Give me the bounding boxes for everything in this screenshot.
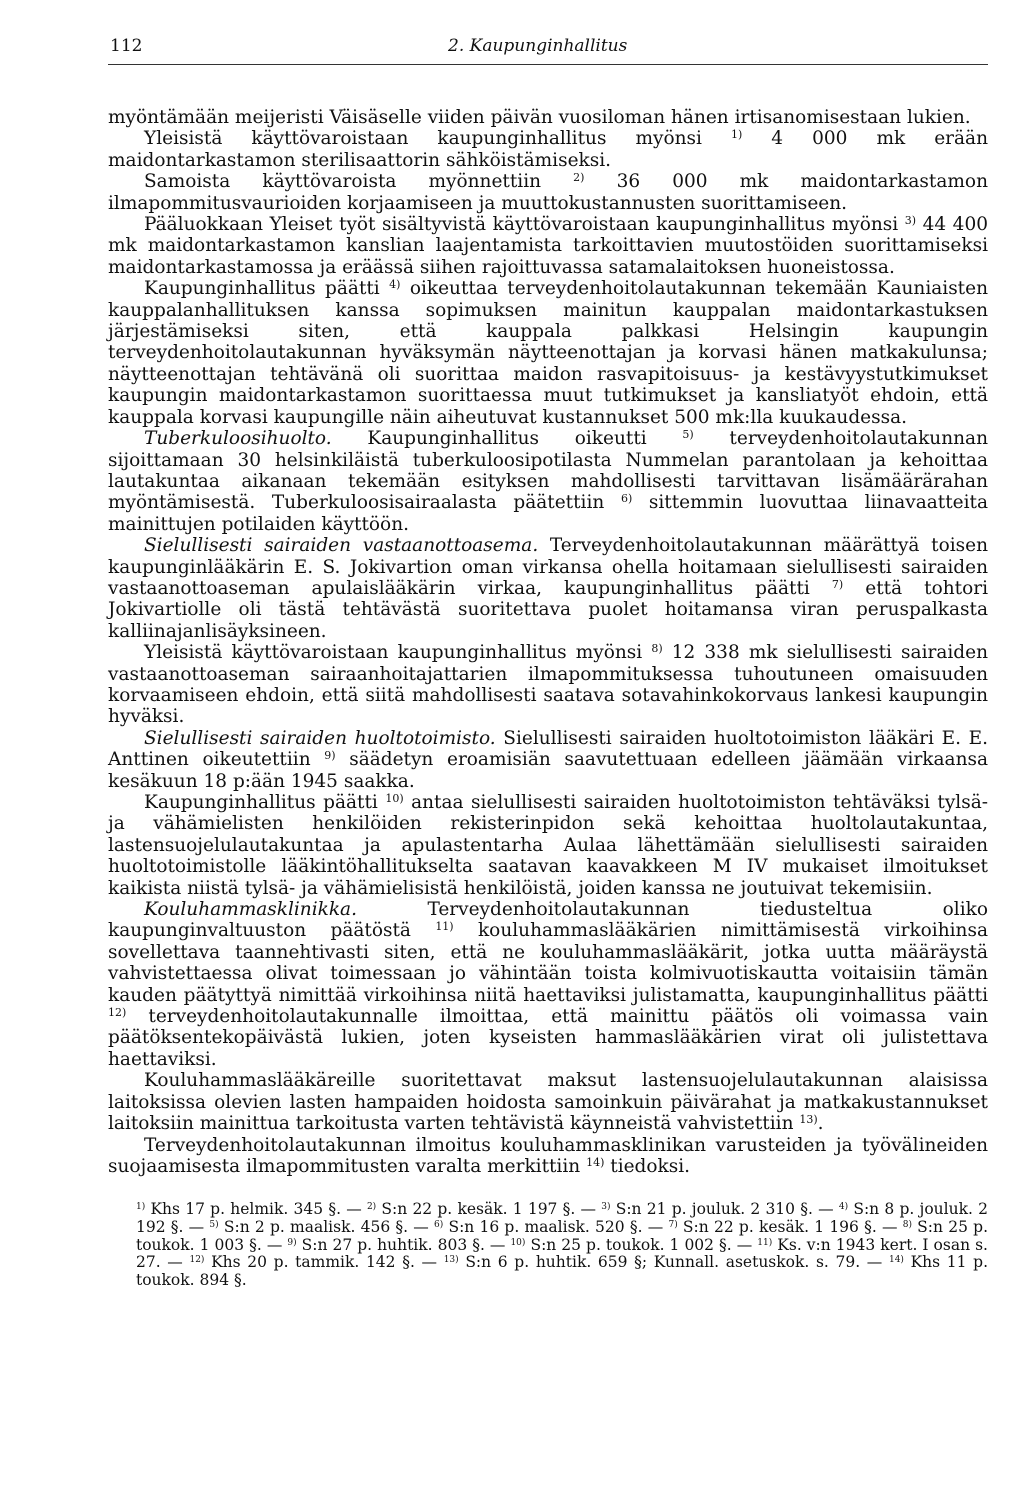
footnote: [444, 1253, 889, 1271]
footnote: [209, 1218, 434, 1236]
paragraph-text: sittemmin luovuttaa liinavaatteita mainittujen potilaiden käyttöön.: [108, 492, 988, 535]
footnote-marker: 9): [287, 1237, 297, 1248]
footnote-ref: 4): [389, 278, 401, 292]
paragraph-text: .: [817, 1113, 824, 1135]
paragraph-text: Samoista käyttövaroista myönnettiin: [144, 171, 574, 193]
footnote-text: S:n 22 p. kesäk. 1 197 §. —: [376, 1200, 602, 1219]
paragraph-text: 44 400 mk maidontarkastamon kanslian laajentamista tarkoittavien muutostöiden suorittamiseksi maidontarkastamossa ja eräässä siihen rajoittuvassa satamalaitoksen huoneistossa.: [108, 214, 988, 278]
paragraph: [108, 792, 988, 899]
footnote-text: S:n 25 p. toukok. 1 002 §. —: [525, 1235, 758, 1254]
footnote-ref: 5): [682, 428, 694, 442]
document-page: [108, 30, 988, 1289]
paragraph-text: Kaupunginhallitus päätti: [144, 792, 386, 813]
footnote-text: Khs 20 p. tammik. 142 §. —: [204, 1253, 444, 1272]
footnote-text: S:n 16 p. maalisk. 520 §. —: [443, 1217, 669, 1236]
paragraph-text: 4 000 mk erään maidontarkastamon sterilisaattorin sähköistämiseksi.: [108, 128, 988, 171]
section-heading: Tuberkuloosihuolto.: [144, 428, 332, 450]
footnote-text: S:n 2 p. maalisk. 456 §. —: [218, 1217, 434, 1236]
paragraph-text: Terveydenhoitolautakunnan määrättyä toisen kaupunginlääkärin E. S. Jokivartion oman virkansa ohella hoitamaan sielullisesti sairaiden vastaanottoaseman apulaislääkärin virkaa, kaupunginhallitus päätti: [108, 535, 988, 599]
paragraph-text: terveydenhoitolautakunnalle ilmoittaa, että mainittu päätös oli voimassa vain päätöksentekopäivästä lukien, joten kyseisten hammaslääkärien virat oli julistettava haettaviksi.: [108, 1006, 988, 1070]
paragraph: [108, 128, 988, 171]
paragraph-text: 12 338 mk sielullisesti sairaiden vastaanottoaseman sairaanhoitajattarien ilmapommituksessa tuhoutuneen omaisuuden korvaamiseen ehdoin, että siitä mahdollisesti saatava sotavahinkokorvaus lankesi kaupungin hyväksi.: [108, 642, 988, 728]
footnote-ref: 13): [799, 1113, 818, 1127]
footnote-ref: 12): [108, 1006, 127, 1020]
paragraph-text: 36 000 mk maidontarkastamon ilmapommitusvaurioiden korjaamiseen ja muuttokustannusten suorittamiseen.: [108, 171, 988, 214]
paragraph-text: Sielullisesti sairaiden huoltotoimiston lääkäri E. E. Anttinen oikeutettiin: [108, 727, 988, 771]
footnote-marker: 1): [136, 1202, 146, 1213]
paragraph: [108, 1135, 988, 1178]
paragraph-text: Terveydenhoitolautakunnan ilmoitus kouluhammasklinikan varusteiden ja työvälineiden suojaamisesta ilmapommitusten varalta merkittiin: [108, 1134, 988, 1177]
paragraph-text: Kouluhammaslääkäreille suoritettavat maksut lastensuojelulautakunnan alaisissa laitoksissa olevien lasten hampaiden hoidosta samoinkuin päivärahat ja matkakustannukset laitoksiin mainittua tarkoitusta varten tehtävistä käynneistä vahvistettiin: [108, 1070, 988, 1135]
paragraph-text: säädetyn eroamisiän saavutettuaan edelleen jäämään virkaansa kesäkuun 18 p:ään 1945 saakka.: [108, 749, 989, 792]
paragraph: [108, 1070, 988, 1134]
footnote-marker: 12): [189, 1255, 205, 1266]
footnote-ref: 8): [651, 642, 663, 656]
paragraph: [108, 107, 988, 128]
paragraph-text: Yleisistä käyttövaroistaan kaupunginhallitus myönsi: [144, 128, 731, 150]
paragraph-text: Kaupunginhallitus päätti: [144, 278, 390, 300]
footnote-ref: 7): [831, 577, 844, 591]
paragraph: [108, 535, 988, 642]
paragraph: [108, 728, 988, 792]
paragraph-text: antaa sielullisesti sairaiden huoltotoimiston tehtäväksi tylsä- ja vähämielisten henkilöiden rekisterinpidon sekä kehoittaa huoltolautakuntaa, lastensuojelulautakuntaa ja apulastentarha Aulaa lähettämään sielullisesti sairaiden huoltotoimistolle lääkintöhallitukselta saatavan kaavakkeen M IV mukaiset ilmoitukset kaikista niistä tylsä- ja vähämielisistä henkilöistä, joiden kanssa ne joutuivat tekemisiin.: [108, 792, 988, 899]
footnote: [601, 1200, 839, 1218]
paragraph-text: terveydenhoitolautakunnan sijoittamaan 30 helsinkiläistä tuberkuloosipotilasta Nummelan parantolaan ja kehoittaa lautakuntaa aikanaan tekemään esityksen mahdollisesti tarvittavan lisämäärärahan myöntämisestä. Tuberkuloosisairaalasta päätettiin: [108, 428, 988, 514]
running-head: 2. Kaupunginhallitus: [448, 36, 628, 56]
footnote-ref: 3): [904, 214, 917, 228]
footnote-text: S:n 6 p. huhtik. 659 §; Kunnall. asetuskok. s. 79. —: [458, 1253, 889, 1272]
footnote: [189, 1253, 443, 1271]
paragraph-text: myöntämään meijeristi Väisäselle viiden päivän vuosiloman hänen irtisanomisestaan lukien.: [108, 107, 971, 128]
footnote-marker: 7): [668, 1219, 678, 1230]
paragraph-text: Pääluokkaan Yleiset työt sisältyvistä käyttövaroistaan kaupunginhallitus myönsi: [144, 214, 905, 236]
paragraph: [108, 642, 988, 728]
paragraph: [108, 171, 988, 214]
paragraph: [108, 278, 988, 428]
footnote-marker: 5): [209, 1219, 219, 1230]
footnote-marker: 10): [510, 1237, 526, 1248]
paragraph: [108, 899, 988, 1070]
footnote-marker: 4): [838, 1202, 849, 1213]
footnote: [434, 1218, 668, 1236]
footnote-marker: 11): [757, 1237, 773, 1248]
footnote-text: Khs 17 p. helmik. 345 §. —: [145, 1200, 367, 1219]
section-heading: Sielullisesti sairaiden vastaanottoasema.: [144, 535, 539, 557]
footnote-text: S:n 25 p. toukok. 1 003 §. —: [136, 1217, 988, 1254]
section-heading: Sielullisesti sairaiden huoltotoimisto.: [144, 727, 496, 749]
page-number: 112: [110, 36, 143, 56]
footnote: [668, 1218, 902, 1236]
footnote-marker: 8): [902, 1219, 912, 1230]
footnote-text: S:n 8 p. jouluk. 2 192 §. —: [136, 1200, 988, 1236]
paragraph-text: että tohtori Jokivartiolle oli tästä tehtävästä suoritettava puolet hoitamansa viran peruspalkasta kalliinajanlisäyksineen.: [108, 577, 988, 642]
footnote-ref: 10): [385, 792, 404, 805]
footnote: [287, 1236, 510, 1254]
footnote: [367, 1200, 601, 1218]
footnote-ref: 9): [324, 749, 336, 763]
paragraph-text: tiedoksi.: [604, 1155, 691, 1177]
paragraph-text: Kaupunginhallitus oikeutti: [331, 428, 683, 450]
footnotes: [108, 1201, 988, 1289]
footnote-marker: 6): [434, 1219, 444, 1230]
footnote-marker: 3): [601, 1202, 611, 1213]
footnote-text: S:n 22 p. kesäk. 1 196 §. —: [677, 1217, 903, 1236]
footnote-marker: 13): [443, 1255, 459, 1266]
footnote: [510, 1236, 757, 1254]
footnote: [136, 1200, 367, 1218]
footnote-ref: 11): [435, 920, 454, 934]
body-text: [108, 107, 988, 1177]
paragraph: [108, 428, 988, 535]
footnote-text: Khs 11 p. toukok. 894 §.: [136, 1253, 988, 1289]
footnote-marker: 2): [366, 1202, 377, 1213]
footnote-ref: 1): [730, 128, 743, 142]
footnote-text: S:n 27 p. huhtik. 803 §. —: [296, 1235, 511, 1254]
paragraph-text: oikeuttaa terveydenhoitolautakunnan tekemään Kauniaisten kauppalanhallituksen kanssa sopimuksen mainitun kauppalan maidontarkastuksen järjestämiseksi siten, että kauppala palkkasi Helsingin kaupungin terveydenhoitolautakunnan hyväksymän näytteenottajan ja korvasi hänen matkakulunsa; näytteenottajan tehtävänä oli suorittaa maidon rasvapitoisuus- ja kestävyystutkimukset kaupungin maidontarkastamon suorittaessa muut tutkimukset ja kansliatyöt ehdoin, että kauppala korvasi kaupungille näin aiheutuvat kustannukset 500 mk:lla kuukaudessa.: [108, 278, 988, 428]
paragraph: [108, 214, 988, 278]
footnote-marker: 14): [888, 1255, 904, 1266]
paragraph-text: kouluhammaslääkärien nimittämisestä virkoihinsa sovellettava taannehtivasti siten, että ne kouluhammaslääkärit, jotka uutta määräystä vahvistettaessa olivat toimessaan jo vähintään toista kolmivuotiskautta voitaisiin tämän kauden päätyttyä nimittää virkoihinsa niitä haettaviksi julistamatta, kaupunginhallitus päätti: [108, 920, 988, 1006]
footnote-ref: 2): [573, 171, 585, 185]
section-heading: Kouluhammasklinikka.: [144, 899, 357, 921]
footnote-ref: 14): [586, 1155, 605, 1169]
paragraph-text: Terveydenhoitolautakunnan tiedusteltua oliko kaupunginvaltuuston päätöstä: [108, 899, 988, 942]
paragraph-text: Yleisistä käyttövaroistaan kaupunginhallitus myönsi: [144, 642, 652, 664]
footnote-text: Ks. v:n 1943 kert. I osan s. 27. —: [136, 1235, 988, 1272]
footnote-text: S:n 21 p. jouluk. 2 310 §. —: [610, 1200, 839, 1219]
page-header: [108, 30, 988, 65]
footnote-ref: 6): [620, 492, 633, 506]
